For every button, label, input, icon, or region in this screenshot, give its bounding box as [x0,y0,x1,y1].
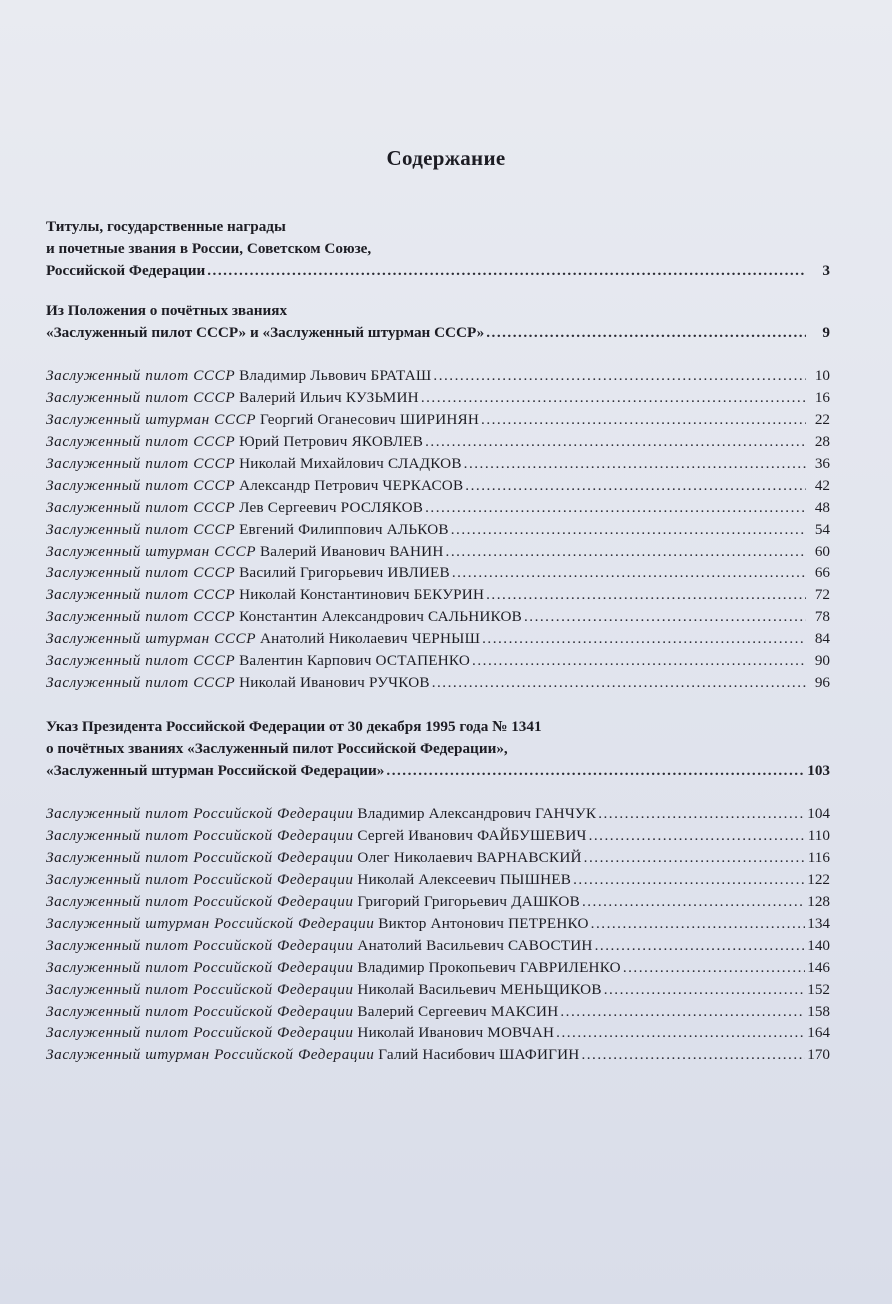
entry-title-role: Заслуженный пилот Российской Федерации [46,936,354,954]
toc-entry[interactable] [46,519,830,541]
entry-title-role: Заслуженный пилот СССР [46,367,236,385]
dot-leader [524,606,806,628]
entry-title-role: Заслуженный пилот Российской Федерации [46,1024,354,1042]
dot-leader [432,672,806,694]
page-number: 152 [807,980,830,998]
entry-text [46,1022,554,1044]
dot-leader [595,935,806,957]
entry-person-name: Валентин Карпович ОСТАПЕНКО [239,652,471,670]
toc-entry[interactable] [46,409,830,431]
page-number: 60 [814,542,830,560]
entry-person-name: Лев Сергеевич РОСЛЯКОВ [239,498,424,516]
entry-title-role: Заслуженный пилот СССР [46,652,236,670]
page-number: 72 [814,586,830,604]
entry-person-name: Виктор Антонович ПЕТРЕНКО [378,914,589,932]
entry-person-name: Василий Григорьевич ИВЛИЕВ [239,564,450,582]
entry-text: «Заслуженный пилот СССР» и «Заслуженный штурман СССР» [46,323,485,341]
dot-leader [556,1022,805,1044]
entry-title-role: Заслуженный пилот Российской Федерации [46,958,354,976]
page-number: 36 [814,455,830,473]
entry-title-role: Заслуженный штурман Российской Федерации [46,1046,375,1064]
entry-text [46,650,470,672]
toc-entry[interactable] [46,847,830,869]
section-heading-line: и почетные звания в России, Советском Союзе, [46,239,372,257]
dot-leader [472,650,806,672]
page-number: 9 [822,323,830,341]
toc-entry[interactable] [46,431,830,453]
entry-title-role: Заслуженный пилот Российской Федерации [46,827,354,845]
entry-person-name: Николай Иванович РУЧКОВ [239,673,430,691]
toc-entry[interactable] [46,825,830,847]
dot-leader [464,453,806,475]
entry-title-role: Заслуженный пилот Российской Федерации [46,849,354,867]
page-number: 96 [814,673,830,691]
section-heading-line: Указ Президента Российской Федерации от 30 декабря 1995 года № 1341 [46,717,542,735]
entry-person-name: Владимир Александрович ГАНЧУК [357,805,597,823]
entry-text [46,519,449,541]
entry-person-name: Анатолий Николаевич ЧЕРНЫШ [259,630,481,648]
toc-section-regulation [46,300,830,344]
entry-person-name: Георгий Оганесович ШИРИНЯН [259,411,480,429]
entry-text [46,584,484,606]
toc-entry[interactable] [46,803,830,825]
entry-text [46,541,444,563]
entry-person-name: Александр Петрович ЧЕРКАСОВ [239,476,464,494]
page-number: 110 [807,827,830,845]
entry-text [46,431,423,453]
toc-entry[interactable] [46,387,830,409]
entry-text [46,1044,579,1066]
toc-entry[interactable] [46,672,830,694]
page-title: Содержание [386,146,506,170]
entry-person-name: Владимир Львович БРАТАШ [239,367,432,385]
page-number: 22 [814,411,830,429]
entry-text: Российской Федерации [46,261,206,279]
entry-title-role: Заслуженный пилот СССР [46,389,236,407]
dot-leader [465,475,806,497]
page-number: 3 [822,261,830,279]
dot-leader [425,431,806,453]
entry-text [46,606,522,628]
dot-leader [446,541,806,563]
toc-entry[interactable] [46,606,830,628]
dot-leader [591,913,806,935]
entry-person-name: Олег Николаевич ВАРНАВСКИЙ [357,849,582,867]
dot-leader [589,825,806,847]
page-number: 54 [814,520,830,538]
entry-person-name: Григорий Григорьевич ДАШКОВ [357,893,580,911]
dot-leader [486,584,806,606]
entry-title-role: Заслуженный пилот Российской Федерации [46,893,354,911]
toc-entry[interactable] [46,628,830,650]
dot-leader [207,260,806,282]
entry-title-role: Заслуженный пилот СССР [46,520,236,538]
dot-leader [584,847,806,869]
entry-text [46,935,593,957]
entry-person-name: Владимир Прокопьевич ГАВРИЛЕНКО [357,958,621,976]
entry-text [46,453,462,475]
entry-title-role: Заслуженный пилот СССР [46,586,236,604]
toc-entry[interactable] [46,475,830,497]
dot-leader [581,1044,805,1066]
page-number: 128 [807,893,830,911]
entry-person-name: Сергей Иванович ФАЙБУШЕВИЧ [357,827,587,845]
page-number: 122 [807,871,830,889]
dot-leader [598,803,805,825]
entry-text [46,672,430,694]
toc-entry[interactable] [46,935,830,957]
entry-person-name: Валерий Иванович ВАНИН [259,542,444,560]
toc-entry[interactable] [46,1044,830,1066]
page-number: 90 [814,652,830,670]
entry-person-name: Николай Михайлович СЛАДКОВ [239,455,462,473]
dot-leader [482,628,806,650]
toc-entry[interactable] [46,869,830,891]
page-number: 134 [807,914,830,932]
entry-text [46,628,480,650]
page-number: 170 [807,1046,830,1064]
entry-text [46,957,621,979]
entry-title-role: Заслуженный пилот Российской Федерации [46,980,354,998]
dot-leader [560,1001,805,1023]
entry-title-role: Заслуженный пилот СССР [46,433,236,451]
page-number: 48 [814,498,830,516]
entry-title-role: Заслуженный пилот Российской Федерации [46,805,354,823]
entry-title-role: Заслуженный пилот Российской Федерации [46,871,354,889]
dot-leader [486,322,806,344]
page-number: 16 [814,389,830,407]
toc-entry[interactable] [46,453,830,475]
toc-entry[interactable] [46,497,830,519]
entry-text [46,847,582,869]
toc-entry[interactable] [46,650,830,672]
entry-title-role: Заслуженный пилот СССР [46,608,236,626]
page-number: 104 [807,805,830,823]
entry-text [46,803,596,825]
entry-person-name: Галий Насибович ШАФИГИН [378,1046,580,1064]
entry-text [46,497,423,519]
page-number: 78 [814,608,830,626]
entry-text [46,891,580,913]
entry-title-role: Заслуженный пилот СССР [46,476,236,494]
entry-person-name: Николай Алексеевич ПЫШНЕВ [357,871,572,889]
entry-person-name: Константин Александрович САЛЬНИКОВ [239,608,522,626]
entry-person-name: Валерий Сергеевич МАКСИН [357,1002,559,1020]
page-number: 66 [814,564,830,582]
entry-title-role: Заслуженный штурман СССР [46,542,257,560]
page-number: 140 [807,936,830,954]
toc-entry[interactable] [46,562,830,584]
dot-leader [421,387,806,409]
toc-entry[interactable] [46,584,830,606]
dot-leader [604,979,806,1001]
toc-entry[interactable] [46,891,830,913]
dot-leader [433,365,806,387]
entry-person-name: Анатолий Васильевич САВОСТИН [357,936,593,954]
toc-entry-regulation[interactable] [46,322,830,344]
page-number: 164 [807,1024,830,1042]
entry-text [46,913,589,935]
entry-person-name: Николай Иванович МОВЧАН [357,1024,555,1042]
section-heading-line: о почётных званиях «Заслуженный пилот Российской Федерации», [46,739,508,757]
entry-title-role: Заслуженный пилот СССР [46,498,236,516]
toc-entry[interactable] [46,1001,830,1023]
entry-title-role: Заслуженный пилот СССР [46,564,236,582]
section-heading-line: Из Положения о почётных званиях [46,301,288,319]
dot-leader [452,562,806,584]
dot-leader [386,760,805,782]
page-number: 116 [807,849,830,867]
section-heading-line: Титулы, государственные награды [46,218,286,235]
entry-text [46,979,602,1001]
dot-leader [573,869,805,891]
entry-title-role: Заслуженный штурман СССР [46,630,257,648]
entry-text [46,869,571,891]
toc-section-decree [46,716,830,782]
entry-title-role: Заслуженный пилот СССР [46,455,236,473]
entry-text [46,387,419,409]
dot-leader [451,519,806,541]
entry-title-role: Заслуженный штурман СССР [46,411,257,429]
dot-leader [582,891,805,913]
entry-text [46,365,431,387]
entry-person-name: Юрий Петрович ЯКОВЛЕВ [239,433,424,451]
dot-leader [481,409,806,431]
toc-entry[interactable] [46,979,830,1001]
entry-title-role: Заслуженный пилот Российской Федерации [46,1002,354,1020]
entry-person-name: Евгений Филиппович АЛЬКОВ [239,520,449,538]
toc-entry[interactable] [46,957,830,979]
dot-leader [425,497,806,519]
entry-text [46,1001,558,1023]
page-number: 84 [814,630,830,648]
dot-leader [623,957,805,979]
toc-entry[interactable] [46,541,830,563]
toc-section-titles [46,216,830,282]
page-number: 42 [814,476,830,494]
rf-entries-list [46,803,830,1066]
page-number: 146 [807,958,830,976]
toc-entry[interactable] [46,913,830,935]
entry-text [46,562,450,584]
entry-text [46,825,587,847]
page-number: 158 [807,1002,830,1020]
entry-text [46,409,479,431]
toc-entry[interactable] [46,365,830,387]
entry-text: «Заслуженный штурман Российской Федерации» [46,761,385,779]
entry-person-name: Николай Васильевич МЕНЬЩИКОВ [357,980,602,998]
entry-text [46,475,463,497]
toc-entry[interactable] [46,1022,830,1044]
ussr-entries-list [46,365,830,693]
page-number: 103 [807,761,830,779]
page-number: 10 [814,367,830,385]
entry-person-name: Николай Константинович БЕКУРИН [239,586,485,604]
entry-title-role: Заслуженный пилот СССР [46,673,236,691]
entry-person-name: Валерий Ильич КУЗЬМИН [239,389,419,407]
toc-entry-decree[interactable] [46,760,830,782]
page-number: 28 [814,433,830,451]
toc-entry-section-titles[interactable] [46,260,830,282]
table-of-contents [46,216,830,1066]
entry-title-role: Заслуженный штурман Российской Федерации [46,914,375,932]
